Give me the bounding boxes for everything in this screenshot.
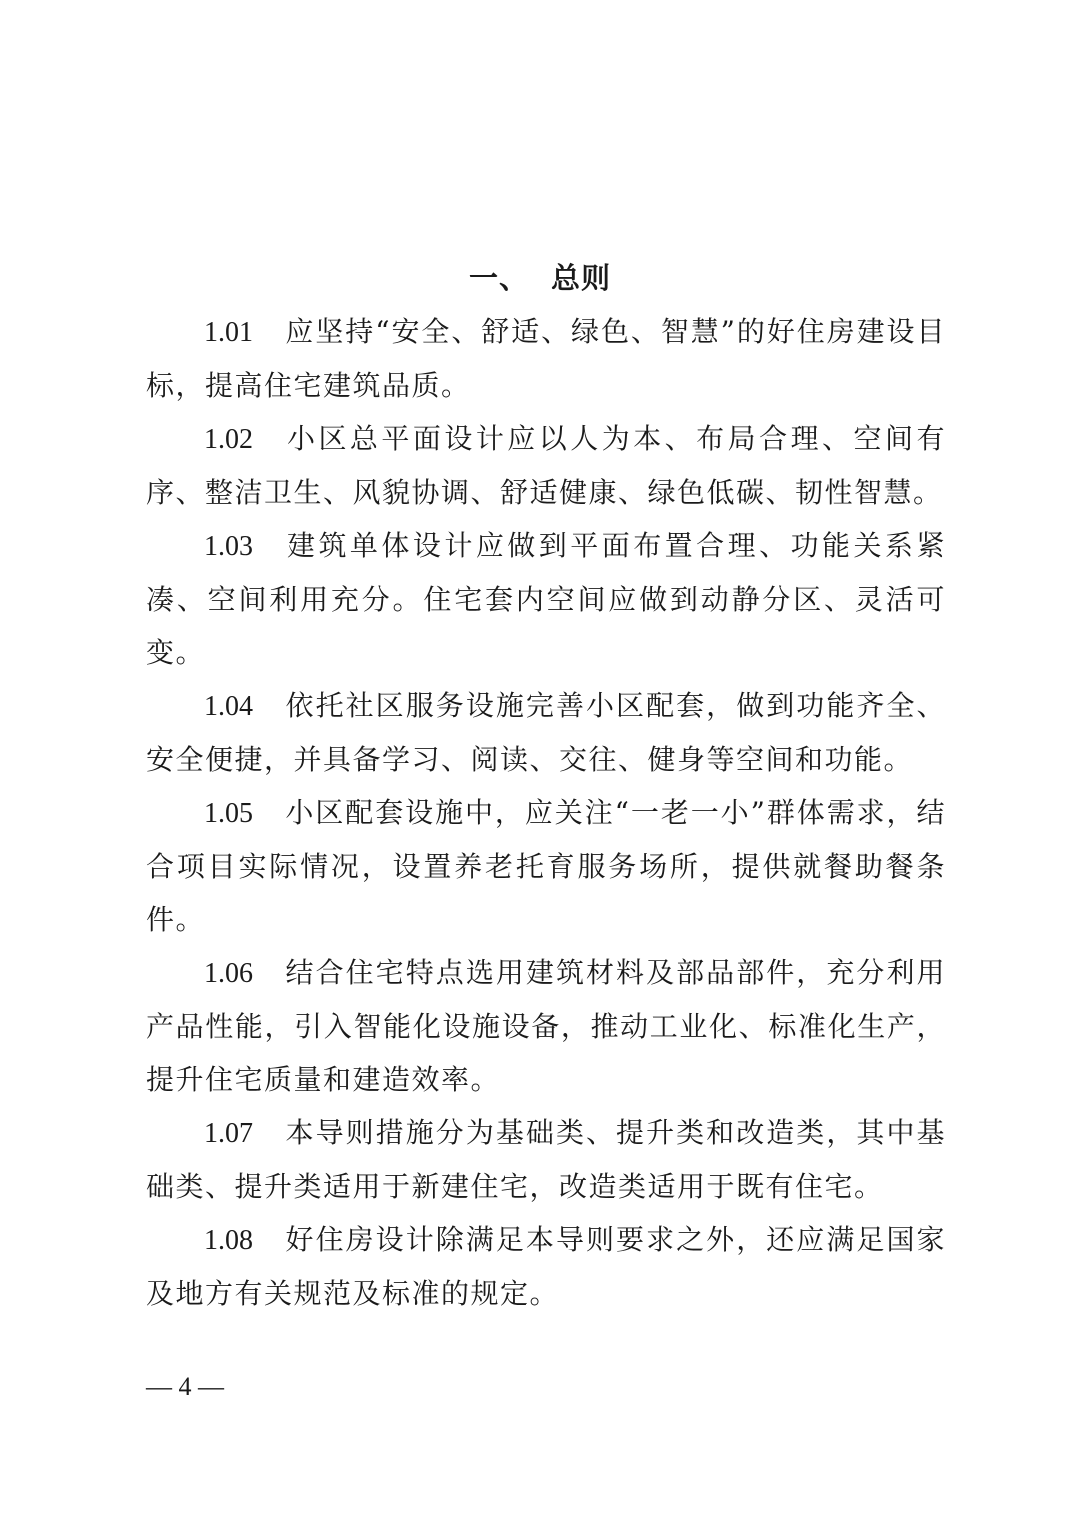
clause-1-07 [146,1106,946,1213]
clause-number: 1.02 [204,424,253,455]
clause-number: 1.03 [204,531,253,562]
clause-number: 1.08 [204,1225,253,1256]
clause-text: 结合住宅特点选用建筑材料及部品部件，充分利用产品性能，引入智能化设施设备，推动工业化、标准化生产，提升住宅质量和建造效率。 [146,956,946,1096]
clause-1-01 [146,305,946,412]
section-number: 一、 [468,261,529,295]
clause-1-03 [146,519,946,679]
clause-text: 依托社区服务设施完善小区配套，做到功能齐全、安全便捷，并具备学习、阅读、交往、健身等空间和功能。 [146,689,946,776]
section-title-text: 总则 [551,261,612,295]
clause-number: 1.04 [204,691,253,722]
clause-list [146,305,946,1320]
clause-number: 1.05 [204,798,253,829]
clause-1-02 [146,412,946,519]
page-number: — 4 — [146,1372,224,1401]
clause-text: 小区配套设施中，应关注“一老一小”群体需求，结合项目实际情况，设置养老托育服务场所，提供就餐助餐条件。 [146,796,946,936]
clause-text: 应坚持“安全、舒适、绿色、智慧”的好住房建设目标，提高住宅建筑品质。 [146,315,946,402]
clause-text: 小区总平面设计应以人为本、布局合理、空间有序、整洁卫生、风貌协调、舒适健康、绿色低碳、韧性智慧。 [146,422,946,509]
clause-text: 本导则措施分为基础类、提升类和改造类，其中基础类、提升类适用于新建住宅，改造类适用于既有住宅。 [146,1116,946,1203]
clause-number: 1.01 [204,317,253,348]
clause-number: 1.06 [204,958,253,989]
clause-1-04 [146,679,946,786]
clause-number: 1.07 [204,1118,253,1149]
clause-text: 好住房设计除满足本导则要求之外，还应满足国家及地方有关规范及标准的规定。 [146,1223,946,1310]
clause-1-06 [146,946,946,1106]
clause-1-08 [146,1213,946,1320]
section-heading [0,252,1080,304]
clause-text: 建筑单体设计应做到平面布置合理、功能关系紧凑、空间利用充分。住宅套内空间应做到动静分区、灵活可变。 [146,529,946,669]
clause-1-05 [146,786,946,946]
